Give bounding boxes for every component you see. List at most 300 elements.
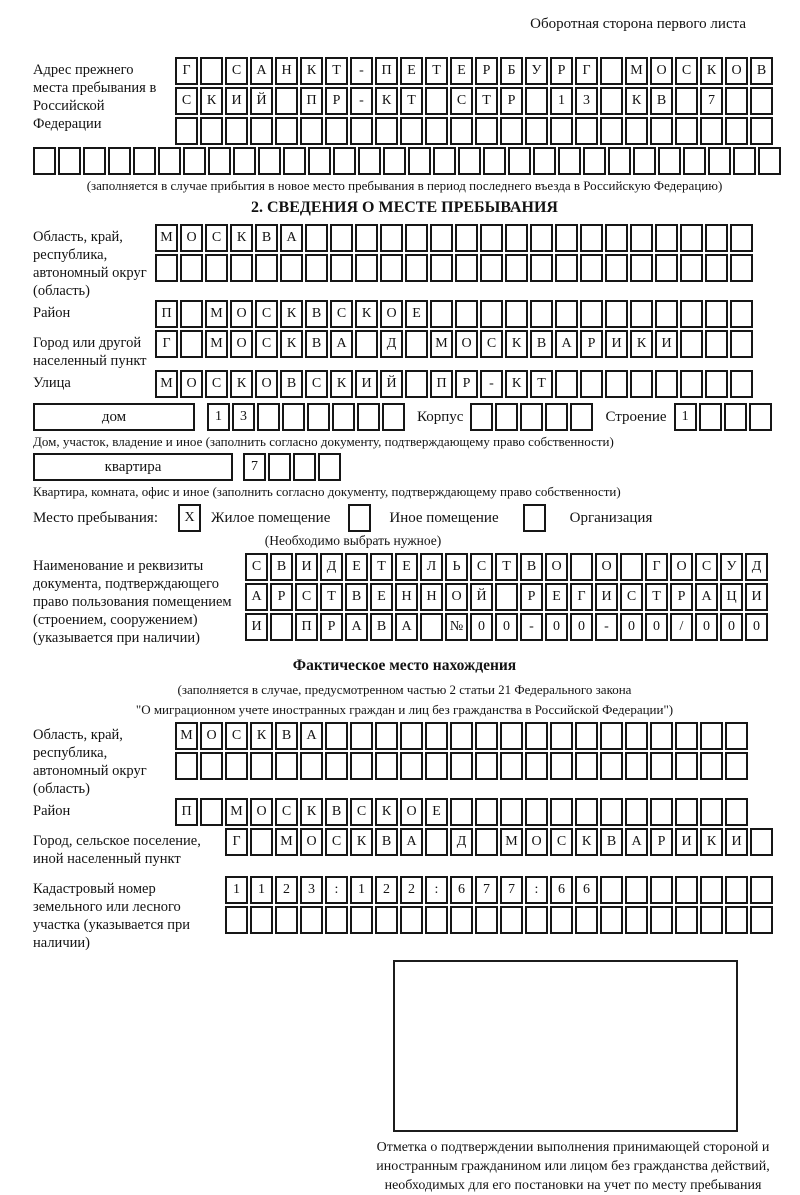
- char-box: [450, 906, 473, 934]
- char-box: [233, 147, 256, 175]
- char-box: [283, 147, 306, 175]
- char-box: [257, 403, 280, 431]
- char-box: [250, 117, 273, 145]
- char-box: И: [605, 330, 628, 358]
- char-box: [600, 57, 623, 85]
- actual-region-row-1: [175, 722, 750, 750]
- char-box: К: [300, 57, 323, 85]
- char-box: [300, 906, 323, 934]
- char-box: [570, 403, 593, 431]
- char-box: Т: [530, 370, 553, 398]
- char-box: [458, 147, 481, 175]
- char-box: [650, 906, 673, 934]
- char-box: [480, 300, 503, 328]
- char-box: [275, 906, 298, 934]
- char-box: И: [655, 330, 678, 358]
- char-box: Г: [575, 57, 598, 85]
- char-box: К: [230, 224, 253, 252]
- char-box: С: [225, 722, 248, 750]
- char-box: И: [725, 828, 748, 856]
- char-box: [749, 403, 772, 431]
- char-box: [133, 147, 156, 175]
- document-row-3: [245, 613, 770, 641]
- char-box: [420, 613, 443, 641]
- char-box: 3: [232, 403, 255, 431]
- char-box: [675, 876, 698, 904]
- char-box: [307, 403, 330, 431]
- char-box: П: [155, 300, 178, 328]
- char-box: 2: [375, 876, 398, 904]
- char-box: 1: [250, 876, 273, 904]
- char-box: Р: [455, 370, 478, 398]
- char-box: [533, 147, 556, 175]
- char-box: [705, 370, 728, 398]
- prev-address-row-2: [175, 87, 775, 115]
- char-box: [155, 254, 178, 282]
- char-box: [700, 798, 723, 826]
- char-box: [575, 906, 598, 934]
- char-box: К: [355, 300, 378, 328]
- char-box: О: [400, 798, 423, 826]
- char-box: И: [675, 828, 698, 856]
- char-box: М: [500, 828, 523, 856]
- prev-address-rows: [175, 57, 775, 147]
- char-box: [275, 87, 298, 115]
- apartment-field-box: квартира: [33, 453, 233, 481]
- char-box: [425, 87, 448, 115]
- char-box: [455, 224, 478, 252]
- char-box: [700, 752, 723, 780]
- char-box: О: [180, 370, 203, 398]
- char-box: Р: [520, 583, 543, 611]
- stay-choose-note: (Необходимо выбрать нужное): [264, 533, 442, 548]
- char-box: [655, 254, 678, 282]
- char-box: [550, 752, 573, 780]
- char-box: [555, 224, 578, 252]
- char-box: А: [625, 828, 648, 856]
- char-box: Й: [250, 87, 273, 115]
- char-box: 6: [550, 876, 573, 904]
- char-box: [630, 370, 653, 398]
- char-box: А: [245, 583, 268, 611]
- char-box: К: [700, 57, 723, 85]
- char-box: [180, 254, 203, 282]
- char-box: [205, 254, 228, 282]
- char-box: [305, 254, 328, 282]
- char-box: 2: [275, 876, 298, 904]
- char-box: Ь: [445, 553, 468, 581]
- char-box: [258, 147, 281, 175]
- char-box: 7: [500, 876, 523, 904]
- house-cells: [207, 403, 407, 424]
- stay-place-label: Место пребывания:: [33, 510, 158, 526]
- char-box: [425, 752, 448, 780]
- char-box: Е: [370, 583, 393, 611]
- char-box: [730, 224, 753, 252]
- region-block: [33, 224, 776, 300]
- char-box: О: [255, 370, 278, 398]
- char-box: Т: [325, 57, 348, 85]
- char-box: [675, 117, 698, 145]
- char-box: [600, 87, 623, 115]
- char-box: [200, 752, 223, 780]
- prev-address-label: Адрес прежнего места пребывания в Российской Федерации: [33, 62, 157, 132]
- actual-district-block: [33, 798, 776, 828]
- char-box: Ц: [720, 583, 743, 611]
- char-box: [650, 876, 673, 904]
- char-box: [350, 752, 373, 780]
- char-box: [282, 403, 305, 431]
- char-box: [355, 224, 378, 252]
- char-box: [200, 117, 223, 145]
- char-box: Т: [495, 553, 518, 581]
- prev-address-block: [33, 57, 776, 147]
- char-box: [175, 752, 198, 780]
- cadastral-row-2: [225, 906, 775, 934]
- char-box: [625, 906, 648, 934]
- char-box: [358, 147, 381, 175]
- char-box: Р: [325, 87, 348, 115]
- char-box: [750, 906, 773, 934]
- actual-city-row: [225, 828, 775, 856]
- char-box: [655, 370, 678, 398]
- city-label: Город или другой населенный пункт: [33, 335, 147, 369]
- char-box: [208, 147, 231, 175]
- apartment-note: Квартира, комната, офис и иное (заполнить согласно документу, подтверждающему право собственности): [33, 484, 621, 499]
- city-block: [33, 330, 776, 370]
- region-row-2: [155, 254, 755, 282]
- char-box: [550, 117, 573, 145]
- char-box: [305, 224, 328, 252]
- char-box: М: [205, 330, 228, 358]
- char-box: [625, 876, 648, 904]
- char-box: [550, 798, 573, 826]
- char-box: К: [625, 87, 648, 115]
- char-box: 0: [695, 613, 718, 641]
- char-box: С: [325, 828, 348, 856]
- char-box: [500, 722, 523, 750]
- option-other-premise-label: Иное помещение: [389, 510, 499, 526]
- char-box: [425, 828, 448, 856]
- char-box: [450, 798, 473, 826]
- prev-address-overflow-row: [33, 147, 776, 175]
- char-box: [450, 722, 473, 750]
- char-box: [180, 330, 203, 358]
- char-box: О: [180, 224, 203, 252]
- char-box: [555, 370, 578, 398]
- checkbox-dwelling: X: [178, 504, 201, 532]
- house-note: Дом, участок, владение и иное (заполнить согласно документу, подтверждающему право собственности): [33, 434, 614, 449]
- char-box: [680, 330, 703, 358]
- char-box: О: [650, 57, 673, 85]
- char-box: [680, 370, 703, 398]
- char-box: [357, 403, 380, 431]
- char-box: -: [350, 87, 373, 115]
- char-box: В: [325, 798, 348, 826]
- char-box: Л: [420, 553, 443, 581]
- char-box: В: [270, 553, 293, 581]
- char-box: И: [595, 583, 618, 611]
- document-block: [33, 553, 776, 647]
- char-box: [525, 117, 548, 145]
- char-box: В: [530, 330, 553, 358]
- char-box: [500, 798, 523, 826]
- char-box: [625, 798, 648, 826]
- char-box: [708, 147, 731, 175]
- char-box: [430, 224, 453, 252]
- korpus-label: Корпус: [417, 409, 464, 425]
- char-box: Е: [345, 553, 368, 581]
- char-box: [725, 87, 748, 115]
- char-box: О: [250, 798, 273, 826]
- char-box: У: [720, 553, 743, 581]
- option-dwelling-label: Жилое помещение: [211, 510, 331, 526]
- char-box: [525, 906, 548, 934]
- char-box: [600, 752, 623, 780]
- char-box: [33, 147, 56, 175]
- char-box: [455, 300, 478, 328]
- char-box: [525, 722, 548, 750]
- document-row-1: [245, 553, 770, 581]
- char-box: [525, 87, 548, 115]
- char-box: Д: [450, 828, 473, 856]
- char-box: К: [350, 828, 373, 856]
- char-box: М: [225, 798, 248, 826]
- char-box: Е: [405, 300, 428, 328]
- char-box: [268, 453, 291, 481]
- char-box: [275, 752, 298, 780]
- stroenie-label: Строение: [605, 409, 667, 425]
- char-box: [483, 147, 506, 175]
- char-box: В: [600, 828, 623, 856]
- street-label: Улица: [33, 375, 71, 391]
- actual-location-note-2: "О миграционном учете иностранных граждан и лиц без гражданства в Российской Федерации"): [135, 702, 674, 717]
- char-box: О: [455, 330, 478, 358]
- char-box: П: [430, 370, 453, 398]
- char-box: Е: [545, 583, 568, 611]
- char-box: [450, 752, 473, 780]
- char-box: [605, 224, 628, 252]
- char-box: У: [525, 57, 548, 85]
- char-box: 0: [620, 613, 643, 641]
- char-box: [400, 752, 423, 780]
- char-box: С: [305, 370, 328, 398]
- char-box: 1: [550, 87, 573, 115]
- char-box: [705, 224, 728, 252]
- region-label: Область, край, республика, автономный округ (область): [33, 229, 147, 299]
- house-row: [33, 403, 776, 431]
- char-box: С: [330, 300, 353, 328]
- char-box: [505, 224, 528, 252]
- char-box: Н: [420, 583, 443, 611]
- char-box: 0: [495, 613, 518, 641]
- char-box: К: [230, 370, 253, 398]
- char-box: [575, 722, 598, 750]
- char-box: [355, 330, 378, 358]
- char-box: 0: [745, 613, 768, 641]
- char-box: [555, 300, 578, 328]
- char-box: В: [280, 370, 303, 398]
- char-box: П: [175, 798, 198, 826]
- char-box: [625, 117, 648, 145]
- char-box: -: [480, 370, 503, 398]
- char-box: В: [370, 613, 393, 641]
- char-box: С: [205, 370, 228, 398]
- char-box: [180, 300, 203, 328]
- char-box: [725, 798, 748, 826]
- char-box: М: [275, 828, 298, 856]
- char-box: [200, 798, 223, 826]
- char-box: 7: [700, 87, 723, 115]
- char-box: [580, 370, 603, 398]
- char-box: [383, 147, 406, 175]
- char-box: А: [695, 583, 718, 611]
- char-box: [293, 453, 316, 481]
- char-box: [605, 370, 628, 398]
- char-box: [158, 147, 181, 175]
- char-box: [505, 300, 528, 328]
- actual-city-label: Город, сельское поселение, иной населенный пункт: [33, 833, 201, 867]
- char-box: [382, 403, 405, 431]
- char-box: -: [595, 613, 618, 641]
- char-box: -: [350, 57, 373, 85]
- char-box: [700, 722, 723, 750]
- char-box: Р: [475, 57, 498, 85]
- char-box: Р: [580, 330, 603, 358]
- char-box: [350, 906, 373, 934]
- char-box: [705, 330, 728, 358]
- char-box: К: [575, 828, 598, 856]
- char-box: Р: [270, 583, 293, 611]
- char-box: А: [280, 224, 303, 252]
- char-box: М: [155, 370, 178, 398]
- char-box: [108, 147, 131, 175]
- char-box: [58, 147, 81, 175]
- cadastral-label: Кадастровый номер земельного или лесного участка (указывается при наличии): [33, 881, 190, 951]
- apartment-row: [33, 453, 776, 481]
- char-box: [400, 906, 423, 934]
- char-box: А: [250, 57, 273, 85]
- char-box: [520, 403, 543, 431]
- char-box: [750, 87, 773, 115]
- char-box: 0: [470, 613, 493, 641]
- char-box: С: [205, 224, 228, 252]
- char-box: [275, 117, 298, 145]
- char-box: [525, 752, 548, 780]
- char-box: [730, 254, 753, 282]
- char-box: [480, 254, 503, 282]
- prev-address-row-1: [175, 57, 775, 85]
- char-box: [550, 906, 573, 934]
- char-box: Р: [320, 613, 343, 641]
- char-box: [675, 87, 698, 115]
- char-box: [705, 254, 728, 282]
- char-box: С: [275, 798, 298, 826]
- street-row: [155, 370, 755, 398]
- char-box: В: [305, 300, 328, 328]
- char-box: [405, 330, 428, 358]
- char-box: М: [625, 57, 648, 85]
- char-box: С: [295, 583, 318, 611]
- char-box: [580, 224, 603, 252]
- char-box: [699, 403, 722, 431]
- char-box: 3: [575, 87, 598, 115]
- char-box: Г: [155, 330, 178, 358]
- char-box: А: [300, 722, 323, 750]
- char-box: [680, 254, 703, 282]
- document-row-2: [245, 583, 770, 611]
- char-box: С: [245, 553, 268, 581]
- char-box: [750, 117, 773, 145]
- char-box: [255, 254, 278, 282]
- char-box: [600, 876, 623, 904]
- char-box: [508, 147, 531, 175]
- char-box: Д: [320, 553, 343, 581]
- actual-city-block: [33, 828, 776, 868]
- char-box: [225, 752, 248, 780]
- prev-address-note: (заполняется в случае прибытия в новое место пребывания в период последнего въезда в Российскую Федерацию): [86, 178, 723, 193]
- char-box: [750, 876, 773, 904]
- char-box: [350, 117, 373, 145]
- char-box: [380, 254, 403, 282]
- cadastral-row-1: [225, 876, 775, 904]
- char-box: [505, 254, 528, 282]
- char-box: [675, 752, 698, 780]
- char-box: [583, 147, 606, 175]
- char-box: Т: [400, 87, 423, 115]
- actual-region-row-2: [175, 752, 750, 780]
- char-box: Г: [175, 57, 198, 85]
- char-box: 6: [450, 876, 473, 904]
- char-box: [430, 300, 453, 328]
- char-box: А: [345, 613, 368, 641]
- char-box: Д: [380, 330, 403, 358]
- char-box: 1: [225, 876, 248, 904]
- char-box: С: [550, 828, 573, 856]
- char-box: [425, 906, 448, 934]
- char-box: [575, 117, 598, 145]
- char-box: В: [375, 828, 398, 856]
- char-box: [475, 906, 498, 934]
- char-box: 0: [545, 613, 568, 641]
- char-box: О: [670, 553, 693, 581]
- char-box: [350, 722, 373, 750]
- char-box: К: [375, 87, 398, 115]
- char-box: О: [725, 57, 748, 85]
- char-box: [680, 300, 703, 328]
- char-box: [620, 553, 643, 581]
- char-box: [530, 254, 553, 282]
- char-box: Т: [645, 583, 668, 611]
- page-header: Оборотная сторона первого листа: [530, 16, 746, 32]
- actual-district-row: [175, 798, 750, 826]
- char-box: [580, 254, 603, 282]
- char-box: [500, 906, 523, 934]
- char-box: К: [250, 722, 273, 750]
- char-box: [630, 224, 653, 252]
- option-organization-label: Организация: [569, 510, 653, 526]
- char-box: [225, 906, 248, 934]
- char-box: Т: [475, 87, 498, 115]
- char-box: [570, 553, 593, 581]
- char-box: [308, 147, 331, 175]
- char-box: В: [275, 722, 298, 750]
- char-box: 6: [575, 876, 598, 904]
- char-box: [575, 752, 598, 780]
- char-box: [605, 300, 628, 328]
- char-box: [545, 403, 568, 431]
- house-field-box: дом: [33, 403, 195, 431]
